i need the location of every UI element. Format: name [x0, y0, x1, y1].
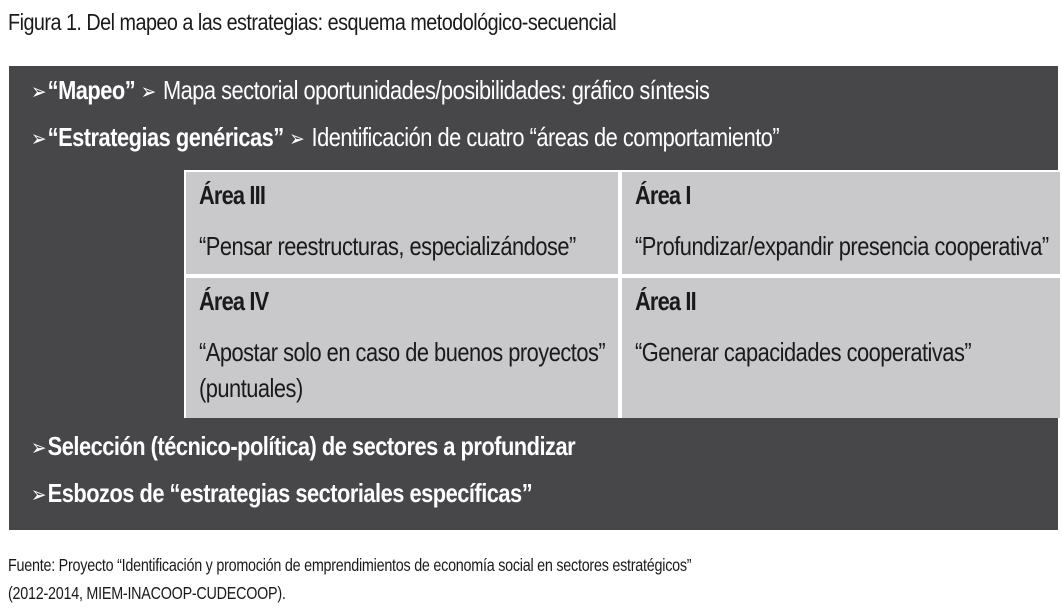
- area-description-line: “Pensar reestructuras, especializándose”: [199, 231, 576, 261]
- area-name: Área III: [199, 180, 266, 210]
- arrow-bullet-icon: ➢: [140, 79, 156, 104]
- area-description-line: “Generar capacidades cooperativas”: [635, 337, 972, 367]
- source-line: (2012-2014, MIEM-INACOOP-CUDECOOP).: [8, 583, 286, 603]
- step-estrategias-description: Identificación de cuatro “áreas de comportamiento”: [311, 122, 780, 152]
- source-note: [8, 551, 691, 607]
- step-estrategias-label: “Estrategias genéricas”: [47, 122, 284, 152]
- step-estrategias-genericas: [31, 122, 779, 153]
- area-cell-iv: [186, 278, 618, 418]
- area-name: Área II: [635, 286, 696, 316]
- step-seleccion-label: Selección (técnico-política) de sectores a profundizar: [47, 431, 576, 461]
- areas-grid: [184, 170, 1058, 418]
- arrow-bullet-icon: ➢: [289, 126, 305, 151]
- arrow-bullet-icon: ➢: [31, 79, 46, 104]
- step-mapeo: [31, 75, 709, 106]
- area-description-line: “Apostar solo en caso de buenos proyectos”: [199, 337, 606, 367]
- area-cell-ii: [622, 278, 1060, 418]
- step-esbozos: [31, 478, 532, 509]
- step-esbozos-label: Esbozos de “estrategias sectoriales específicas”: [47, 478, 533, 508]
- arrow-bullet-icon: ➢: [31, 435, 46, 460]
- area-cell-iii: [186, 172, 618, 274]
- step-mapeo-description: Mapa sectorial oportunidades/posibilidades: gráfico síntesis: [162, 75, 710, 105]
- area-description: [199, 228, 576, 264]
- area-description: [635, 228, 1049, 264]
- step-mapeo-label: “Mapeo”: [47, 75, 136, 105]
- area-name: Área I: [635, 180, 691, 210]
- step-seleccion: [31, 431, 575, 462]
- area-description: [635, 334, 971, 370]
- area-name: Área IV: [199, 286, 269, 316]
- methodology-panel: [9, 66, 1058, 530]
- source-line: Fuente: Proyecto “Identificación y promoción de emprendimientos de economía social en sectores estratégicos”: [8, 555, 692, 575]
- area-cell-i: [622, 172, 1060, 274]
- arrow-bullet-icon: ➢: [31, 126, 46, 151]
- area-description: [199, 334, 605, 406]
- area-description-line: (puntuales): [199, 373, 303, 403]
- area-description-line: “Profundizar/expandir presencia cooperativa”: [635, 231, 1049, 261]
- figure-title: Figura 1. Del mapeo a las estrategias: esquema metodológico-secuencial: [8, 9, 617, 35]
- arrow-bullet-icon: ➢: [31, 482, 46, 507]
